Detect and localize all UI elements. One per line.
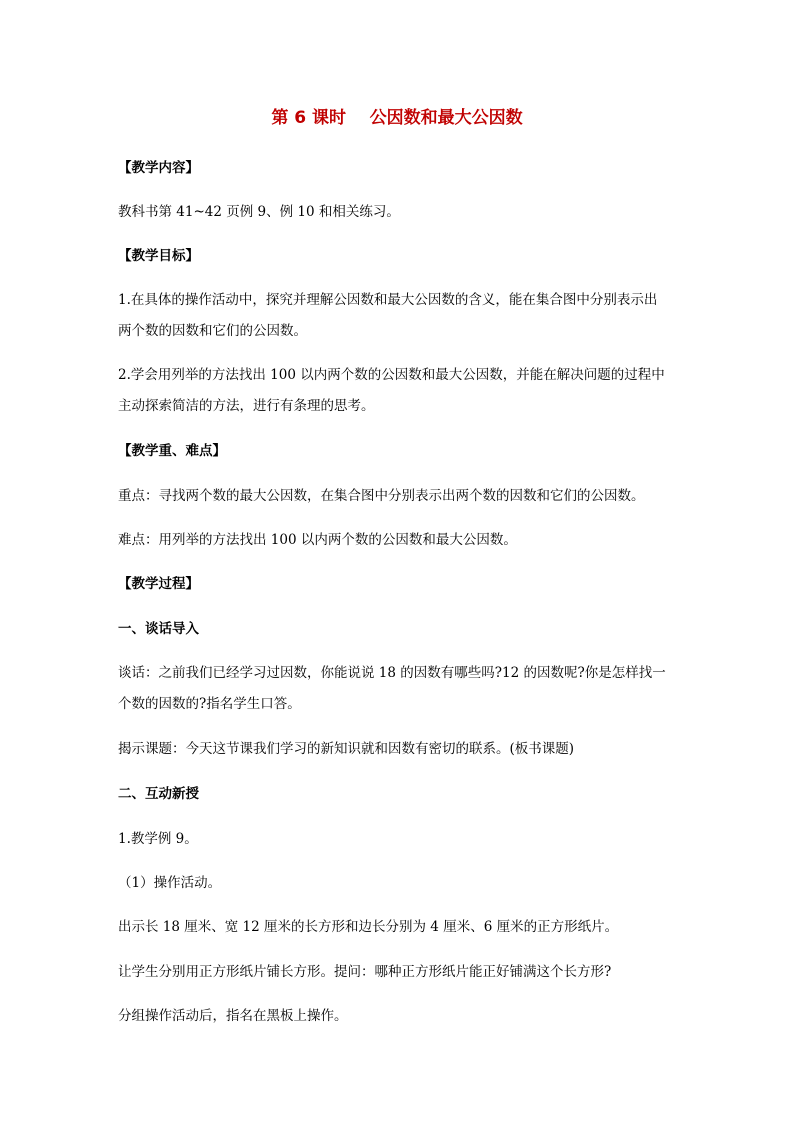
reveal-topic-text: 揭示课题：今天这节课我们学习的新知识就和因数有密切的联系。(板书课题) xyxy=(118,741,575,757)
show-materials-line: 出示长 18 厘米、宽 12 厘米的长方形和边长分别为 4 厘米、6 厘米的正方形纸片。 xyxy=(118,919,619,935)
goal-1-line-1: 1.在具体的操作活动中，探究并理解公因数和最大公因数的含义，能在集合图中分别表示出 xyxy=(118,292,658,308)
group-operation-line: 分组操作活动后，指名在黑板上操作。 xyxy=(118,1008,348,1024)
part-1-heading: 一、谈话导入 xyxy=(118,621,199,637)
part-2-heading: 二、互动新授 xyxy=(118,786,199,802)
section-heading-content: 【教学内容】 xyxy=(118,160,199,176)
page-title: 第 6 课时 公因数和最大公因数 xyxy=(271,108,523,128)
activity-line: （1）操作活动。 xyxy=(118,875,222,891)
goal-1-line-2: 两个数的因数和它们的公因数。 xyxy=(118,323,307,339)
difficult-point-text: 难点：用列举的方法找出 100 以内两个数的公因数和最大公因数。 xyxy=(118,532,517,548)
question-line: 让学生分别用正方形纸片铺长方形。提问：哪种正方形纸片能正好铺满这个长方形? xyxy=(118,964,612,980)
talk-line-1: 谈话：之前我们已经学习过因数，你能说说 18 的因数有哪些吗?12 的因数呢?你是怎样找一 xyxy=(118,665,666,681)
section-heading-goals: 【教学目标】 xyxy=(118,248,199,264)
example-9-line: 1.教学例 9。 xyxy=(118,831,198,847)
goal-2-line-2: 主动探索简洁的方法，进行有条理的思考。 xyxy=(118,398,375,414)
goal-2-line-1: 2.学会用列举的方法找出 100 以内两个数的公因数和最大公因数，并能在解决问题的过程中 xyxy=(118,367,665,383)
talk-line-2: 个数的因数的?指名学生口答。 xyxy=(118,696,301,712)
section-heading-process: 【教学过程】 xyxy=(118,576,199,592)
content-text: 教科书第 41~42 页例 9、例 10 和相关练习。 xyxy=(118,204,400,220)
key-point-text: 重点：寻找两个数的最大公因数，在集合图中分别表示出两个数的因数和它们的公因数。 xyxy=(118,488,645,504)
section-heading-key-points: 【教学重、难点】 xyxy=(118,443,226,459)
